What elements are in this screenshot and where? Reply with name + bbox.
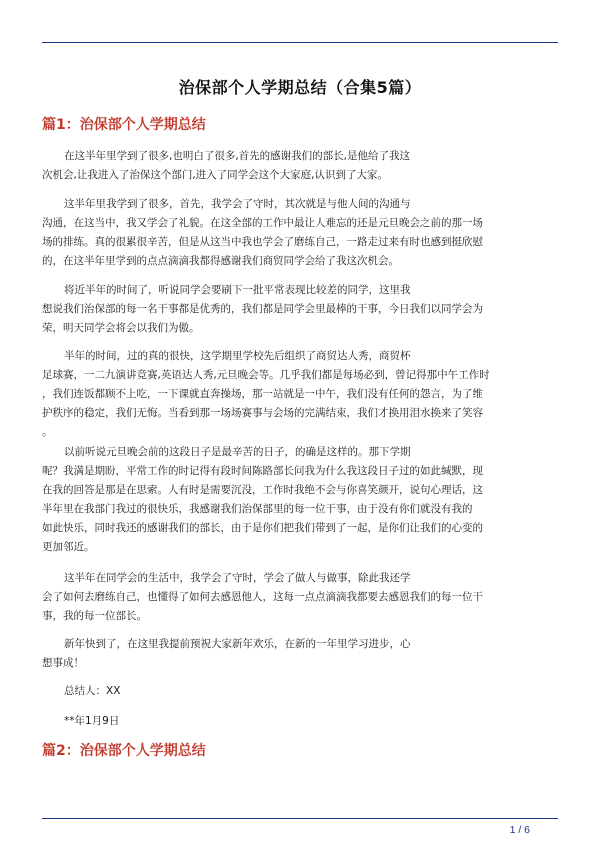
section-heading-2: 篇2：治保部个人学期总结 bbox=[42, 743, 206, 759]
paragraph-line: 半年的时间，过的真的很快，这学期里学校先后组织了商贸达人秀，商贸杯 bbox=[64, 350, 411, 362]
paragraph-line: 。 bbox=[42, 426, 53, 438]
summary-date bbox=[42, 712, 558, 731]
paragraph-6 bbox=[42, 569, 558, 626]
header-rule bbox=[42, 42, 558, 43]
paragraph-line: 次机会,让我进入了治保这个部门,进入了同学会这个大家庭,认识到了大家。 bbox=[42, 169, 389, 181]
paragraph-line: 会了如何去磨练自己，也懂得了如何去感恩他人，这每一点点滴滴我都要去感恩我们的每一位干 bbox=[42, 591, 483, 603]
paragraph-2 bbox=[42, 195, 558, 271]
paragraph-line: 荣，明天同学会将会以我们为傲。 bbox=[42, 322, 200, 334]
paragraph-7 bbox=[42, 635, 558, 673]
paragraph-line: 在这半年里学到了很多,也明白了很多,首先的感谢我们的部长,是他给了我这 bbox=[64, 150, 411, 162]
paragraph-line: 沟通，在这当中，我又学会了礼貌。在这全部的工作中最让人难忘的还是元旦晚会之前的那一场 bbox=[42, 217, 483, 229]
date-line: **年1月9日 bbox=[64, 715, 120, 727]
author-line: 总结人：XX bbox=[64, 685, 121, 697]
paragraph-line: 这半年里我学到了很多，首先，我学会了守时，其次就是与他人间的沟通与 bbox=[64, 198, 411, 210]
paragraph-line: ，我们连饭都顾不上吃，一下课就直奔操场，那一站就是一中午，我们没有任何的怨言，为了维 bbox=[42, 388, 483, 400]
footer-rule bbox=[42, 818, 558, 819]
summary-author bbox=[42, 682, 558, 701]
paragraph-line: 这半年在同学会的生活中，我学会了守时，学会了做人与做事，除此我还学 bbox=[64, 572, 411, 584]
paragraph-line: 的，在这半年里学到的点点滴滴我都得感谢我们商贸同学会给了我这次机会。 bbox=[42, 255, 399, 267]
paragraph-4 bbox=[42, 347, 558, 442]
paragraph-line: 护秩序的稳定，我们无悔。当看到那一场场赛事与会场的完满结束，我们才换用泪水换来了笑容 bbox=[42, 407, 483, 419]
paragraph-line: 新年快到了，在这里我提前预祝大家新年欢乐，在新的一年里学习进步，心 bbox=[64, 638, 411, 650]
paragraph-line: 想说我们治保部的每一名干事都是优秀的，我们都是同学会里最棒的干事，今日我们以同学会为 bbox=[42, 303, 483, 315]
paragraph-line: 事，我的每一位部长。 bbox=[42, 610, 147, 622]
paragraph-line: 更加邻近。 bbox=[42, 541, 95, 553]
paragraph-line: 足球赛，一二九演讲竞赛,英语达人秀,元旦晚会等。几乎我们都是每场必到，曾记得那中午工作时 bbox=[42, 369, 490, 381]
paragraph-line: 呢？我满是期盼，平常工作的时记得有段时间陈路部长问我为什么我这段日子过的如此缄默，现 bbox=[42, 465, 483, 477]
paragraph-line: 想事成！ bbox=[42, 657, 84, 669]
paragraph-line: 以前听说元旦晚会前的这段日子是最辛苦的日子，的确是这样的。那下学期 bbox=[64, 446, 411, 458]
section-heading-1: 篇1：治保部个人学期总结 bbox=[42, 117, 206, 133]
paragraph-line: 将近半年的时间了，听说同学会要刷下一批平常表现比较差的同学，这里我 bbox=[64, 284, 411, 296]
page-title: 治保部个人学期总结（合集5篇） bbox=[178, 78, 422, 97]
page-number: 1 / 6 bbox=[509, 824, 530, 836]
paragraph-line: 半年里在我部门我过的很快乐，我感谢我们治保部里的每一位干事，由于没有你们就没有我的 bbox=[42, 503, 473, 515]
paragraph-3 bbox=[42, 281, 558, 338]
paragraph-line: 在我的回答是那是在思索。人有时是需要沉没，工作时我绝不会与你喜笑颜开，说句心理话，这 bbox=[42, 484, 483, 496]
paragraph-line: 场的排练。真的很累很辛苦，但是从这当中我也学会了磨练自己，一路走过来有时也感到挺欣慰 bbox=[42, 236, 483, 248]
paragraph-1 bbox=[42, 147, 558, 185]
paragraph-5 bbox=[42, 443, 558, 557]
paragraph-line: 如此快乐，同时我还的感谢我们的部长，由于是你们把我们带到了一起，是你们让我们的心变的 bbox=[42, 522, 483, 534]
